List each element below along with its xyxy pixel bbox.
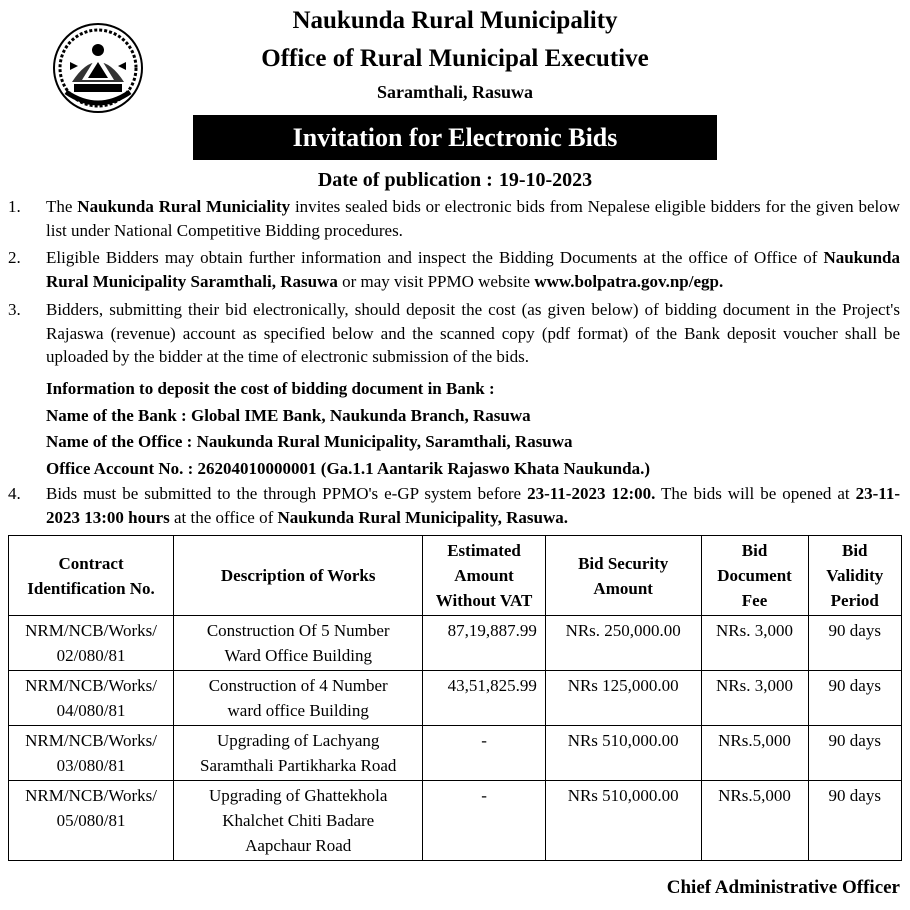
header-contract-id	[9, 536, 174, 616]
description-cell	[174, 726, 423, 781]
clause-text	[46, 482, 900, 529]
notice-title: Invitation for Electronic Bids	[193, 115, 717, 160]
clause-number: 3.	[8, 300, 21, 319]
cell-line: Construction of 4 Number	[208, 676, 388, 695]
header-line: Estimated	[447, 541, 521, 560]
header-description	[174, 536, 423, 616]
header-line: Description of Works	[220, 566, 376, 585]
cell-line: Construction Of 5 Number	[206, 621, 390, 640]
header-line: Period	[830, 591, 879, 610]
header-line: Fee	[741, 591, 768, 610]
validity-cell: 90 days	[808, 781, 902, 861]
text-run: at the office of	[169, 507, 278, 527]
cell-line: NRM/NCB/Works/	[25, 786, 157, 805]
validity-cell: 90 days	[808, 616, 902, 671]
header-line: Bid	[841, 541, 868, 560]
cell-line: 02/080/81	[56, 646, 126, 665]
bids-table	[8, 535, 902, 861]
description-cell	[174, 616, 423, 671]
clause-number: 1.	[8, 197, 21, 216]
bid-security-cell: NRs. 250,000.00	[545, 616, 701, 671]
header-line: Bid Security	[578, 553, 669, 573]
bid-security-cell: NRs 510,000.00	[545, 726, 701, 781]
cell-line: Aapchaur Road	[245, 836, 352, 855]
cell-line: NRM/NCB/Works/	[25, 621, 157, 640]
cell-line: ward office Building	[227, 701, 369, 720]
clause-text	[46, 246, 900, 293]
table-row	[9, 781, 902, 861]
website-link[interactable]: www.bolpatra.gov.np/egp.	[534, 271, 724, 291]
header-line: Without VAT	[435, 591, 533, 610]
text-run-bold: Naukunda Rural Municipality, Rasuwa.	[277, 507, 569, 527]
header-line: Document	[717, 566, 792, 585]
estimated-amount-cell: 87,19,887.99	[423, 616, 546, 671]
cell-line: NRM/NCB/Works/	[25, 676, 157, 695]
clause-text	[46, 195, 900, 242]
contract-id-cell	[9, 726, 174, 781]
office-name: Office of Rural Municipal Executive	[261, 45, 649, 72]
cell-line: Ward Office Building	[224, 646, 372, 665]
bank-info-heading: Information to deposit the cost of bidding document in Bank :	[46, 379, 495, 398]
estimated-amount-cell: 43,51,825.99	[423, 671, 546, 726]
text-run: Eligible Bidders may obtain further information and inspect the Bidding Documents at the office of Office of	[46, 248, 824, 267]
header-line: Amount	[593, 578, 653, 598]
account-number: Office Account No. : 26204010000001 (Ga.1.1 Aantarik Rajaswo Khata Naukunda.)	[46, 458, 650, 478]
validity-cell: 90 days	[808, 726, 902, 781]
office-location: Saramthali, Rasuwa	[376, 82, 533, 102]
clause-text: Bidders, submitting their bid electronically, should deposit the cost (as given below) of bidding document in the Project's Rajaswa (revenue) account as specified below and the scanned copy (pdf format) of the Bank deposit voucher shall be uploaded by the bidder at the time of electronic submission of the bids.	[46, 300, 900, 366]
bank-name: Name of the Bank : Global IME Bank, Naukunda Branch, Rasuwa	[46, 405, 531, 425]
header-bid-security	[545, 536, 701, 616]
contract-id-cell	[9, 781, 174, 861]
header-document-fee	[701, 536, 808, 616]
cell-line: 05/080/81	[56, 811, 126, 830]
table-row	[9, 726, 902, 781]
cell-line: Upgrading of Ghattekhola	[208, 786, 388, 805]
table-row	[9, 671, 902, 726]
publication-date	[0, 168, 910, 192]
table-row	[9, 616, 902, 671]
clause-number: 2.	[8, 248, 21, 267]
document-fee-cell: NRs. 3,000	[701, 671, 808, 726]
publication-date-label: Date of publication :	[317, 169, 493, 191]
table-header-row	[9, 536, 902, 616]
clause-number: 4.	[8, 484, 21, 503]
text-run: invites sealed bids or electronic bids from Nepalese eligible bidders for the given below list under National Competitive Bidding procedures.	[46, 197, 900, 240]
header-validity-period	[808, 536, 902, 616]
bank-deposit-info	[46, 376, 896, 482]
cell-line: Khalchet Chiti Badare	[222, 811, 375, 830]
estimated-amount-cell: -	[423, 726, 546, 781]
text-run: Bids must be submitted to the through PPMO's e-GP system before	[46, 484, 528, 503]
header-line: Contract	[58, 553, 124, 573]
header-line: Amount	[454, 566, 514, 585]
header-line: Identification No.	[27, 578, 155, 598]
description-cell	[174, 671, 423, 726]
text-run: The bids will be opened at	[655, 484, 856, 503]
header-line: Bid	[741, 541, 768, 560]
account-office-name: Name of the Office : Naukunda Rural Municipality, Saramthali, Rasuwa	[46, 432, 573, 451]
cell-line: NRM/NCB/Works/	[25, 731, 157, 750]
cell-line: Upgrading of Lachyang	[217, 731, 380, 750]
bid-security-cell: NRs 510,000.00	[545, 781, 701, 861]
document-fee-cell: NRs. 3,000	[701, 616, 808, 671]
cell-line: 04/080/81	[56, 701, 126, 720]
contract-id-cell	[9, 671, 174, 726]
text-run: The	[46, 197, 78, 216]
opening-time: 23-11-2023 13:00 hours	[46, 484, 901, 527]
cell-line: 03/080/81	[56, 756, 126, 775]
publication-date-value: 19-10-2023	[498, 169, 593, 191]
bid-security-cell: NRs 125,000.00	[545, 671, 701, 726]
header-estimated-amount	[423, 536, 546, 616]
signatory-title: Chief Administrative Officer	[666, 877, 900, 898]
text-run-bold: Naukunda Rural Municipality Saramthali, Rasuwa	[46, 248, 900, 291]
validity-cell: 90 days	[808, 671, 902, 726]
document-fee-cell: NRs.5,000	[701, 781, 808, 861]
text-run: or may visit PPMO website	[337, 271, 535, 291]
text-run-bold: Naukunda Rural Municiality	[77, 197, 291, 216]
municipality-name: Naukunda Rural Municipality	[292, 7, 618, 34]
description-cell	[174, 781, 423, 861]
estimated-amount-cell: -	[423, 781, 546, 861]
header-line: Validity	[826, 566, 884, 585]
cell-line: Saramthali Partikharka Road	[200, 756, 397, 775]
table-body	[9, 616, 902, 861]
document-fee-cell: NRs.5,000	[701, 726, 808, 781]
contract-id-cell	[9, 616, 174, 671]
submission-deadline: 23-11-2023 12:00.	[527, 484, 656, 503]
